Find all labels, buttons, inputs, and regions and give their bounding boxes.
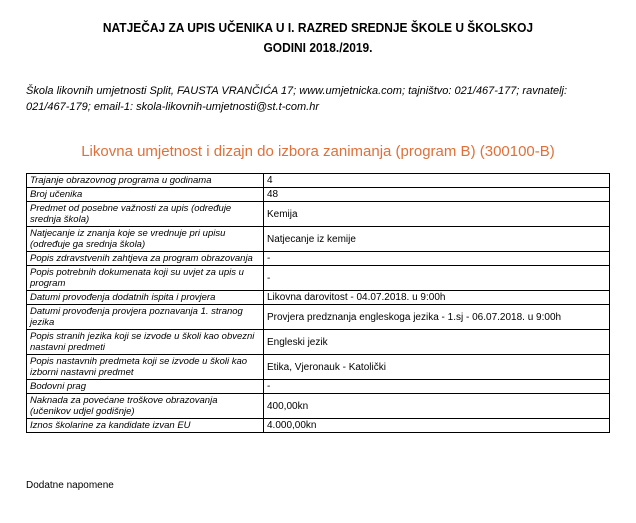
table-row <box>27 380 610 394</box>
row-value: - <box>264 266 610 291</box>
program-title: Likovna umjetnost i dizajn do izbora zanimanja (program B) (300100-B) <box>81 143 555 160</box>
row-value: 4 <box>264 174 610 188</box>
row-label: Iznos školarine za kandidate izvan EU <box>27 419 264 433</box>
table-row <box>27 291 610 305</box>
table-row <box>27 188 610 202</box>
row-label: Bodovni prag <box>27 380 264 394</box>
row-value: 4.000,00kn <box>264 419 610 433</box>
school-contact-info: Škola likovnih umjetnosti Split, FAUSTA VRANČIĆA 17; www.umjetnicka.com; tajništvo: 021/467-177; ravnatelj: 021/467-179; email-1: skola-likovnih-umjetnosti@st.t-com.hr <box>26 85 568 113</box>
table-row <box>27 305 610 330</box>
row-label: Popis nastavnih predmeta koji se izvode u školi kao izborni nastavni predmet <box>27 355 264 380</box>
row-label: Popis zdravstvenih zahtjeva za program obrazovanja <box>27 252 264 266</box>
row-label: Datumi provođenja dodatnih ispita i provjera <box>27 291 264 305</box>
row-label: Datumi provođenja provjera poznavanja 1. stranog jezika <box>27 305 264 330</box>
row-label: Popis potrebnih dokumenata koji su uvjet za upis u program <box>27 266 264 291</box>
table-row <box>27 419 610 433</box>
row-value: - <box>264 252 610 266</box>
title-line-2: GODINI 2018./2019. <box>263 40 373 55</box>
table-row <box>27 227 610 252</box>
row-label: Trajanje obrazovnog programa u godinama <box>27 174 264 188</box>
row-value: Provjera predznanja engleskoga jezika - 1.sj - 06.07.2018. u 9:00h <box>264 305 610 330</box>
row-label: Popis stranih jezika koji se izvode u školi kao obvezni nastavni predmeti <box>27 330 264 355</box>
table-row <box>27 355 610 380</box>
additional-notes-label: Dodatne napomene <box>26 480 114 491</box>
table-row <box>27 266 610 291</box>
program-info-table <box>26 173 610 433</box>
row-value: Likovna darovitost - 04.07.2018. u 9:00h <box>264 291 610 305</box>
row-value: Natjecanje iz kemije <box>264 227 610 252</box>
row-label: Predmet od posebne važnosti za upis (određuje srednja škola) <box>27 202 264 227</box>
title-line-1: NATJEČAJ ZA UPIS UČENIKA U I. RAZRED SREDNJE ŠKOLE U ŠKOLSKOJ <box>102 20 534 35</box>
row-label: Natjecanje iz znanja koje se vrednuje pri upisu (određuje ga srednja škola) <box>27 227 264 252</box>
row-value: Kemija <box>264 202 610 227</box>
table-row <box>27 202 610 227</box>
row-value: Etika, Vjeronauk - Katolički <box>264 355 610 380</box>
row-value: 400,00kn <box>264 394 610 419</box>
table-row <box>27 252 610 266</box>
table-row <box>27 330 610 355</box>
row-value: - <box>264 380 610 394</box>
row-value: Engleski jezik <box>264 330 610 355</box>
table-row <box>27 394 610 419</box>
row-label: Naknada za povećane troškove obrazovanja (učenikov udjel godišnje) <box>27 394 264 419</box>
row-value: 48 <box>264 188 610 202</box>
row-label: Broj učenika <box>27 188 264 202</box>
page-title <box>25 18 610 58</box>
table-row <box>27 174 610 188</box>
